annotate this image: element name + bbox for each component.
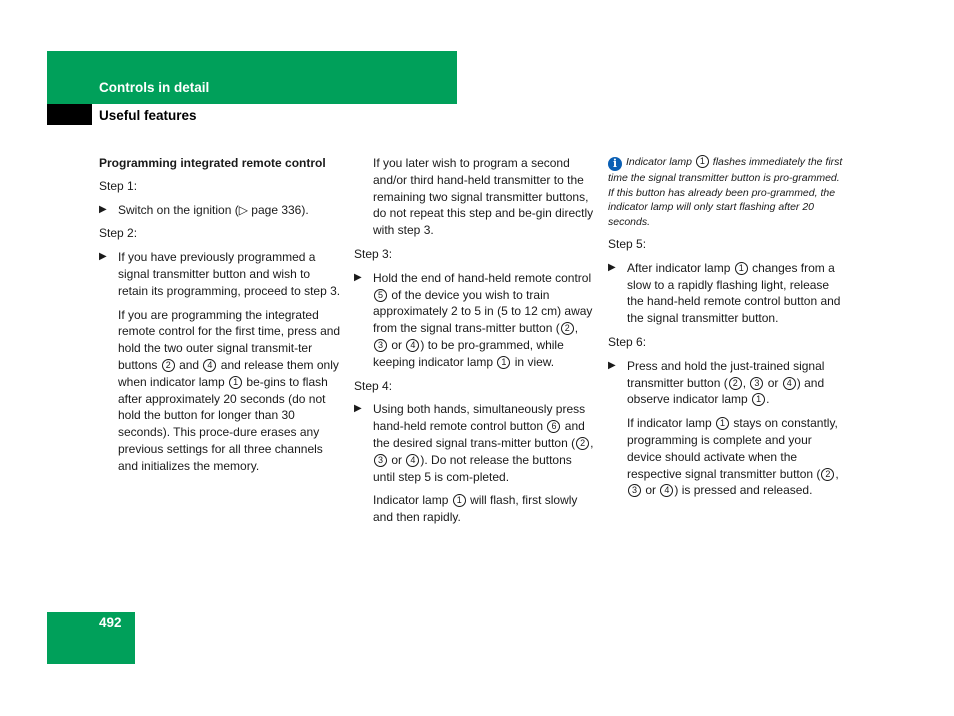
note-text: flashes immediately the first time the signal transmitter button is pro-grammed. If this button has already been pro-grammed, the indicator lamp will only start flashing after 20 seconds. xyxy=(608,156,843,228)
instruction-text: ). Do not release the buttons until step 5 is com-pleted. xyxy=(373,452,572,484)
instruction-text: After indicator lamp xyxy=(627,260,731,275)
callout-2-icon: 2 xyxy=(576,437,589,450)
detail-text: will flash, first slowly and then rapidly. xyxy=(373,493,578,525)
instruction-text: or xyxy=(391,452,403,467)
bullet-arrow-icon: ▶ xyxy=(354,403,362,415)
step-2-label: Step 2: xyxy=(99,226,138,241)
column-2 xyxy=(354,155,594,533)
callout-1-icon: 1 xyxy=(453,494,466,507)
bullet-arrow-icon: ▶ xyxy=(99,203,107,215)
instruction-text: Hold the end of hand-held remote control xyxy=(373,270,592,285)
callout-3-icon: 3 xyxy=(628,484,641,497)
detail-text: If you are programming the integrated remote control for the first time, press and hold the two outer signal transmit-ter buttons xyxy=(118,307,341,372)
step-4-label: Step 4: xyxy=(354,378,393,393)
detail-text: be-gins to flash after approximately 20 seconds (do not hold the button for longer than 30 seconds). This proce-dure erases any previous settings for all three channels and initializes the memory. xyxy=(118,374,328,473)
step-2-detail xyxy=(99,307,341,475)
detail-text: Indicator lamp xyxy=(373,493,449,508)
step-1-label: Step 1: xyxy=(99,178,138,193)
callout-2-icon: 2 xyxy=(162,359,175,372)
step-6-detail xyxy=(608,415,848,499)
step-4-instruction xyxy=(354,401,594,485)
callout-5-icon: 5 xyxy=(374,289,387,302)
subsection-heading: Programming integrated remote control xyxy=(99,156,326,170)
step-5-instruction xyxy=(608,260,848,327)
instruction-text: Using both hands, simultaneously press hand-held remote control button xyxy=(373,402,586,434)
instruction-text: or xyxy=(767,375,779,390)
callout-1-icon: 1 xyxy=(735,262,748,275)
instruction-text: or xyxy=(391,337,403,352)
detail-text: and xyxy=(179,357,200,372)
section-marker xyxy=(47,104,92,125)
callout-3-icon: 3 xyxy=(374,339,387,352)
instruction-text: , xyxy=(574,321,579,336)
instruction-text: in view. xyxy=(514,354,555,369)
page-number: 492 xyxy=(99,615,122,630)
bullet-arrow-icon: ▶ xyxy=(354,271,362,283)
step-6-label: Step 6: xyxy=(608,334,647,349)
instruction-text: and the desired signal trans-mitter button ( xyxy=(373,419,585,450)
instruction-text: , xyxy=(742,375,747,390)
page-number-box xyxy=(47,612,135,664)
detail-text: or xyxy=(645,483,657,498)
detail-text: , xyxy=(835,466,839,481)
info-icon: i xyxy=(608,157,622,171)
instruction-text: ) to be pro-grammed, while keeping indicator lamp xyxy=(373,337,564,369)
callout-2-icon: 2 xyxy=(821,468,834,481)
bullet-arrow-icon: ▶ xyxy=(608,261,616,273)
bullet-arrow-icon: ▶ xyxy=(608,359,616,371)
step-6-instruction xyxy=(608,358,848,408)
instruction-text: . xyxy=(766,392,770,407)
callout-2-icon: 2 xyxy=(729,377,742,390)
detail-text: stays on constantly, programming is complete and your device should activate when the respective signal transmitter button ( xyxy=(627,416,838,481)
callout-1-icon: 1 xyxy=(716,417,729,430)
instruction-text: Press and hold the just-trained signal transmitter button ( xyxy=(627,358,825,390)
step-5-label: Step 5: xyxy=(608,237,647,251)
chapter-title: Controls in detail xyxy=(99,80,210,95)
callout-1-icon: 1 xyxy=(696,155,709,168)
callout-1-icon: 1 xyxy=(497,356,510,369)
detail-text: and release them only when indicator lamp xyxy=(118,357,339,389)
step-1-instruction xyxy=(99,202,341,219)
callout-1-icon: 1 xyxy=(229,376,242,389)
detail-text: If indicator lamp xyxy=(627,416,712,431)
step-2-instruction xyxy=(99,249,341,299)
info-note xyxy=(608,155,848,229)
callout-2-icon: 2 xyxy=(561,322,574,335)
instruction-text: ) and observe indicator lamp xyxy=(627,375,825,407)
bullet-arrow-icon: ▶ xyxy=(99,251,107,263)
instruction-text: changes from a slow to a rapidly flashing light, release the hand-held remote control button and the signal transmitter button. xyxy=(627,260,841,326)
instruction-text: Switch on the ignition (▷ page 336). xyxy=(118,202,309,217)
step-3-label: Step 3: xyxy=(354,246,393,261)
callout-4-icon: 4 xyxy=(406,339,419,352)
note-text: Indicator lamp xyxy=(626,156,692,168)
callout-4-icon: 4 xyxy=(203,359,216,372)
instruction-text: , xyxy=(590,435,594,450)
callout-6-icon: 6 xyxy=(547,420,560,433)
detail-text: ) is pressed and released. xyxy=(674,483,813,498)
step-3-instruction xyxy=(354,270,594,371)
callout-3-icon: 3 xyxy=(374,454,387,467)
callout-4-icon: 4 xyxy=(406,454,419,467)
instruction-text: of the device you wish to train approximately 2 to 5 in (5 to 12 cm) away from the signal trans-mitter button ( xyxy=(373,287,593,336)
section-title: Useful features xyxy=(99,108,197,123)
column-1 xyxy=(99,155,341,482)
later-programming-note: If you later wish to program a second and/or third hand-held transmitter to the remaining two signal transmitter buttons, do not repeat this step and be-gin directly with step 3. xyxy=(373,156,594,238)
step-4-detail xyxy=(354,492,594,526)
header-band xyxy=(47,51,457,104)
column-3 xyxy=(608,155,848,506)
callout-4-icon: 4 xyxy=(660,484,673,497)
instruction-text: If you have previously programmed a signal transmitter button and wish to retain its programming, proceed to step 3. xyxy=(118,250,341,298)
callout-3-icon: 3 xyxy=(750,377,763,390)
callout-1-icon: 1 xyxy=(752,393,765,406)
callout-4-icon: 4 xyxy=(783,377,796,390)
